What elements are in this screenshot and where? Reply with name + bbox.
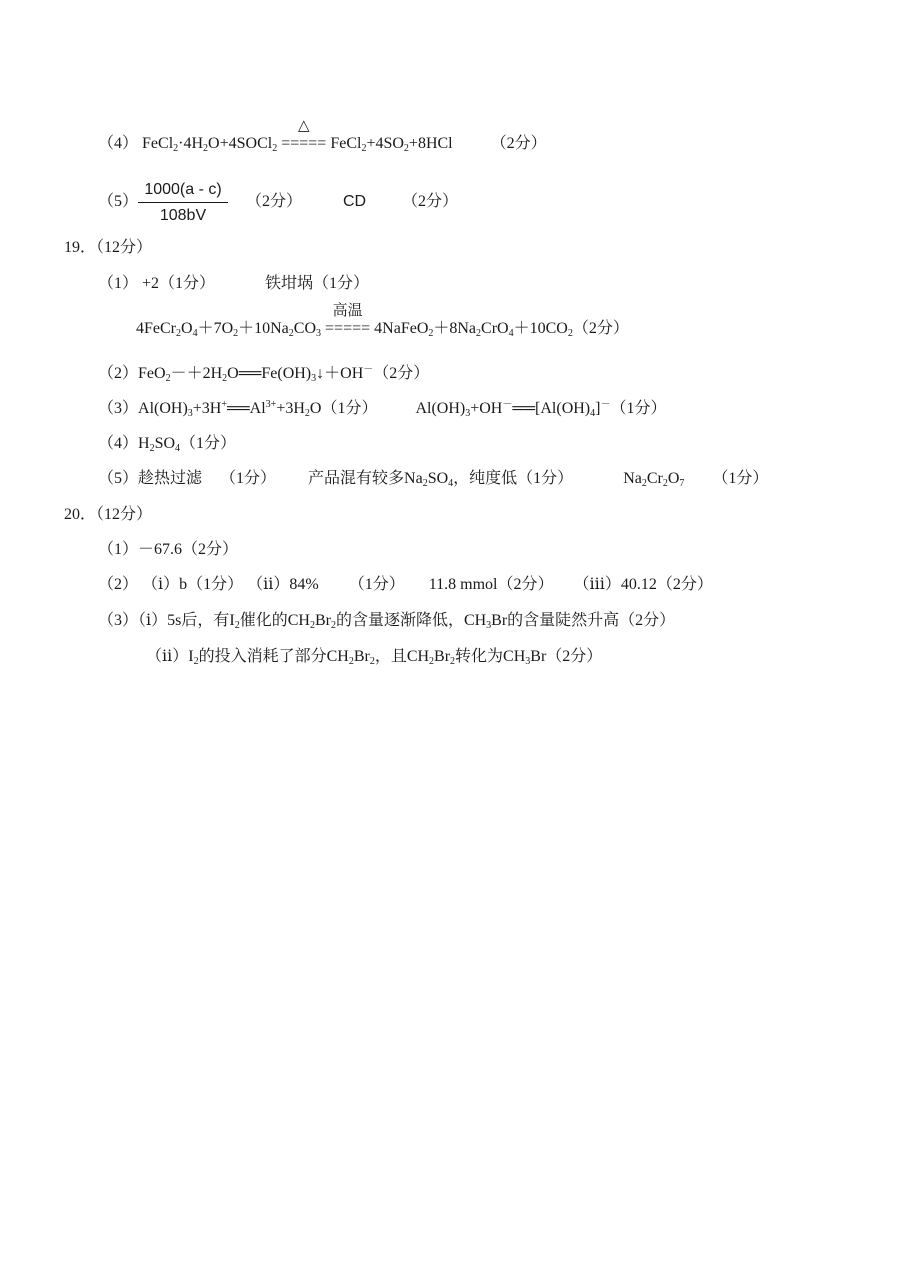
- q18-part4: [98, 118, 547, 154]
- question-20-header: 20．（12分）: [64, 506, 153, 523]
- answer-hot-filtration: 趁热过滤: [138, 470, 203, 487]
- reaction-condition-high-temp: 高温 =====: [325, 303, 371, 337]
- fraction-bar: [138, 202, 228, 203]
- part-index: （5）: [98, 470, 139, 487]
- q19-part1: [98, 274, 369, 294]
- part-index: （4）: [98, 135, 139, 152]
- score: （2分）: [490, 135, 547, 152]
- q19-part4: $(4)H_2SO_4(1$分）: [98, 435, 237, 454]
- q20-part1: [98, 540, 238, 560]
- fraction-formula: [138, 180, 228, 226]
- score: （1分）: [220, 470, 277, 487]
- reaction-condition-heat: △ =====: [281, 118, 327, 152]
- fraction-denominator: 108bV: [159, 207, 207, 224]
- score: （1分）: [610, 400, 667, 417]
- q19-part5: （5）趁热过滤 （1分） 产品混有较多$Na_2SO_4$，纯度低（1分） $Na_2Cr_2O_7$ （1分）: [98, 470, 769, 489]
- q20-part2: （2） （ⅰ）b（1分） （ⅱ）84% （1分） 11.8 mmol（2分） （ⅲ）40.12（2分）: [98, 576, 713, 593]
- q19-part1-equation: $4FeCr_2O_4+7O_2+10Na_2CO_3$ 高温 ===== $4NaFeO_2+8Na_2CrO_4+10CO_2(2$分）: [136, 303, 629, 339]
- part-index: （2）: [98, 576, 139, 593]
- answer-enthalpy: －67.6（2分）: [138, 541, 239, 558]
- q20-part3-ii: $(ⅱ)I_2$的投入消耗了部分$CH_2Br_2$，且$CH_2Br_2$转化为$CH_3Br(2$分）: [146, 648, 603, 667]
- q18-part5-score2: （2分）: [402, 193, 459, 210]
- part-index: （2）: [98, 365, 139, 382]
- score: （1分）: [180, 435, 237, 452]
- part-index: （3）: [98, 400, 139, 417]
- answer-crucible: 铁坩埚（1分）: [265, 275, 370, 292]
- equation-fecl2-socl2: $FeCl_2\cdot 4H_2O+4SOCl_2$ △ ===== $FeCl_2+4SO_2+8HCl$: [142, 118, 453, 154]
- question-19-header: 19．（12分）: [64, 239, 153, 256]
- score: （2分）: [373, 365, 430, 382]
- q20-part3: （3）（ⅰ）5s后，有$I_2$催化的$CH_2Br_2$的含量逐渐降低，$CH_3Br$的含量陡然升高（2分）: [98, 612, 676, 631]
- q18-part5-index: （5）: [98, 193, 139, 210]
- score: （1分）: [348, 576, 405, 593]
- q18-part5-score1: （2分）: [246, 193, 303, 210]
- part-index: （1）: [98, 275, 139, 292]
- score: （2分）: [572, 320, 629, 337]
- q19-part3: $(3)Al(OH)_3+3H^+══Al^{3+}+3H_2O(1$分） $Al(OH)_3+OH^-══[Al(OH)_4]^-(1$分）: [98, 399, 667, 419]
- q19-part2: $(2)FeO_2-+2H_2O══Fe(OH)_3↓+OH^-(2$分）: [98, 364, 430, 384]
- part-index: （3）: [98, 612, 139, 629]
- part-index: （1）: [98, 541, 139, 558]
- answer-valence: +2（1分）: [142, 275, 216, 292]
- fraction-numerator: 1000(a - c): [144, 181, 222, 198]
- q18-part5-answer: CD: [343, 193, 367, 210]
- score: （1分）: [712, 470, 769, 487]
- part-index: （4）: [98, 435, 139, 452]
